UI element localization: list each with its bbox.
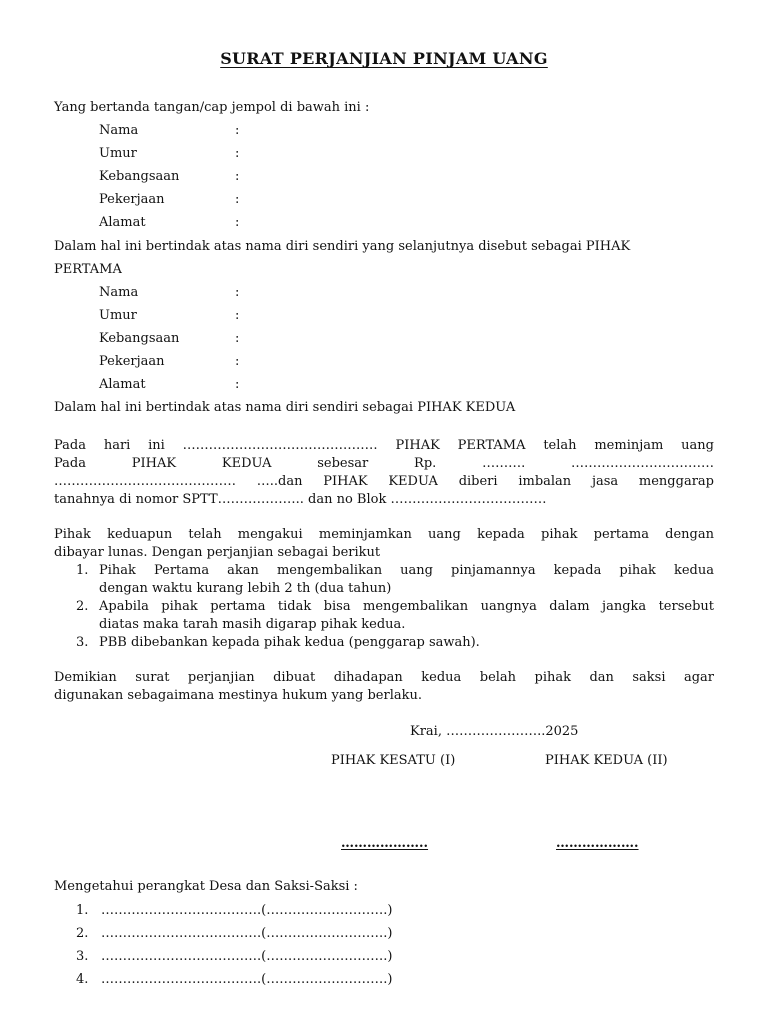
intro-text: Yang bertanda tangan/cap jempol di bawah ini : xyxy=(54,100,370,115)
agreement-item-2-line2: diatas maka tarah masih digarap pihak kedua. xyxy=(99,617,406,632)
field-colon: : xyxy=(235,169,240,184)
agreement-item-1-line2: dengan waktu kurang lebih 2 th (dua tahun) xyxy=(99,581,392,596)
party1-name-label: Nama xyxy=(99,123,139,138)
party1-address-label: Alamat xyxy=(99,215,146,230)
place-date: Krai, …………………..2025 xyxy=(410,724,579,739)
list-item-number: 2. xyxy=(76,599,89,614)
party2-statement: Dalam hal ini bertindak atas nama diri sendiri sebagai PIHAK KEDUA xyxy=(54,400,516,415)
agreement-line2: dibayar lunas. Dengan perjanjian sebagai berikut xyxy=(54,545,381,560)
list-item-number: 2. xyxy=(76,926,89,941)
party1-statement-line1: Dalam hal ini bertindak atas nama diri sendiri yang selanjutnya disebut sebagai PIHAK xyxy=(54,239,631,254)
field-colon: : xyxy=(235,354,240,369)
party2-signature-line: ………………. xyxy=(556,836,639,851)
party2-age-label: Umur xyxy=(99,308,137,323)
document-title: SURAT PERJANJIAN PINJAM UANG xyxy=(220,49,548,68)
witness-line-2: ……………………………….(……………………….) xyxy=(101,926,393,941)
field-colon: : xyxy=(235,331,240,346)
party1-statement-line2: PERTAMA xyxy=(54,262,122,277)
party1-signature-label: PIHAK KESATU (I) xyxy=(331,753,456,768)
list-item-number: 4. xyxy=(76,972,89,987)
witness-line-4: ……………………………….(……………………….) xyxy=(101,972,393,987)
field-colon: : xyxy=(235,123,240,138)
witness-line-3: ……………………………….(……………………….) xyxy=(101,949,393,964)
agreement-item-1-line1: Pihak Pertama akan mengembalikan uang pinjamannya kepada pihak kedua xyxy=(99,563,714,578)
field-colon: : xyxy=(235,308,240,323)
party1-age-label: Umur xyxy=(99,146,137,161)
party2-name-label: Nama xyxy=(99,285,139,300)
field-colon: : xyxy=(235,192,240,207)
party1-nationality-label: Kebangsaan xyxy=(99,169,180,184)
party1-signature-line: ……………….. xyxy=(341,836,429,851)
list-item-number: 3. xyxy=(76,635,89,650)
agreement-item-2-line1: Apabila pihak pertama tidak bisa mengembalikan uangnya dalam jangka tersebut xyxy=(99,599,714,614)
field-colon: : xyxy=(235,215,240,230)
field-colon: : xyxy=(235,377,240,392)
witness-heading: Mengetahui perangkat Desa dan Saksi-Saksi : xyxy=(54,879,358,894)
loan-paragraph-line4: tanahnya di nomor SPTT……………….. dan no Blok ……………………………… xyxy=(54,492,547,507)
agreement-item-3-line1: PBB dibebankan kepada pihak kedua (penggarap sawah). xyxy=(99,635,480,650)
witness-line-1: ……………………………….(……………………….) xyxy=(101,903,393,918)
party2-address-label: Alamat xyxy=(99,377,146,392)
field-colon: : xyxy=(235,146,240,161)
loan-paragraph-line2: Pada PIHAK KEDUA sebesar Rp. ………. …………………………… xyxy=(54,456,714,471)
loan-paragraph-line1: Pada hari ini ……………………………………… PIHAK PERTAMA telah meminjam uang xyxy=(54,438,714,453)
party2-nationality-label: Kebangsaan xyxy=(99,331,180,346)
closing-line1: Demikian surat perjanjian dibuat dihadapan kedua belah pihak dan saksi agar xyxy=(54,670,714,685)
party2-occupation-label: Pekerjaan xyxy=(99,354,165,369)
party1-occupation-label: Pekerjaan xyxy=(99,192,165,207)
closing-line2: digunakan sebagaimana mestinya hukum yang berlaku. xyxy=(54,688,422,703)
party2-signature-label: PIHAK KEDUA (II) xyxy=(545,753,668,768)
field-colon: : xyxy=(235,285,240,300)
list-item-number: 1. xyxy=(76,903,89,918)
list-item-number: 1. xyxy=(76,563,89,578)
agreement-line1: Pihak keduapun telah mengakui meminjamkan uang kepada pihak pertama dengan xyxy=(54,527,714,542)
list-item-number: 3. xyxy=(76,949,89,964)
loan-paragraph-line3: …………………………………… …..dan PIHAK KEDUA diberi imbalan jasa menggarap xyxy=(54,474,714,489)
